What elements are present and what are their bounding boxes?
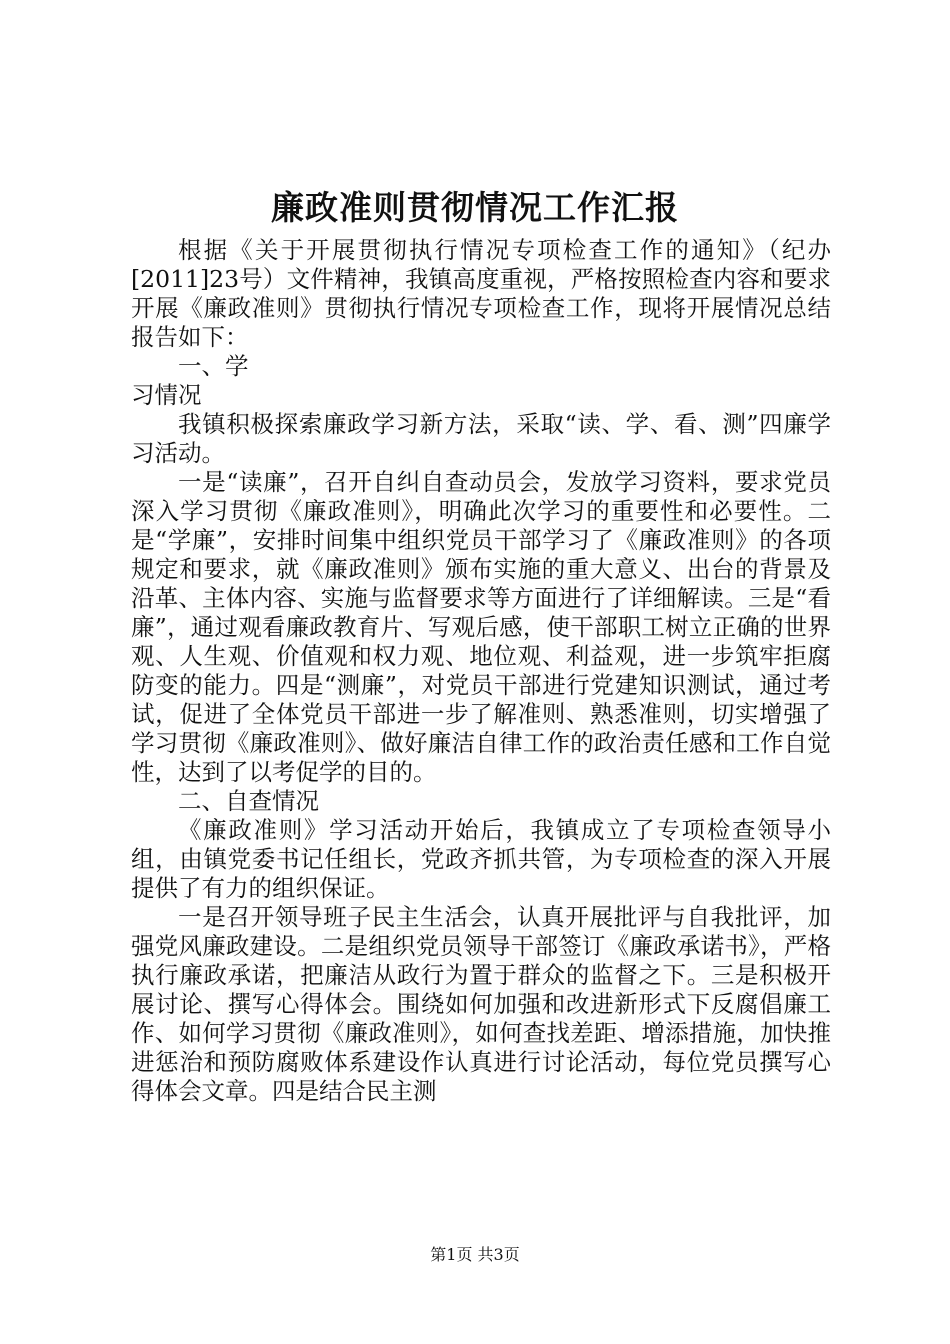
- document-body: [131, 236, 831, 1106]
- paragraph: 我镇积极探索廉政学习新方法，采取“读、学、看、测”四廉学习活动。: [131, 410, 831, 467]
- paragraph: 根据《关于开展贯彻执行情况专项检查工作的通知》（纪办[2011]23号）文件精神，我镇高度重视，严格按照检查内容和要求开展《廉政准则》贯彻执行情况专项检查工作，现将开展情况总结报告如下：: [131, 236, 831, 351]
- paragraph: 一是“读廉”，召开自纠自查动员会，发放学习资料，要求党员深入学习贯彻《廉政准则》，明确此次学习的重要性和必要性。二是“学廉”，安排时间集中组织党员干部学习了《廉政准则》的各项规定和要求，就《廉政准则》颁布实施的重大意义、出台的背景及沿革、主体内容、实施与监督要求等方面进行了详细解读。三是“看廉”，通过观看廉政教育片、写观后感，使干部职工树立正确的世界观、人生观、价值观和权力观、地位观、利益观，进一步筑牢拒腐防变的能力。四是“测廉”，对党员干部进行党建知识测试，通过考试，促进了全体党员干部进一步了解准则、熟悉准则，切实增强了学习贯彻《廉政准则》、做好廉洁自律工作的政治责任感和工作自觉性，达到了以考促学的目的。: [131, 468, 831, 786]
- document-title: 廉政准则贯彻情况工作汇报: [271, 188, 679, 227]
- page-footer: 第1页 共3页: [430, 1245, 520, 1264]
- section-heading: 一、学 习情况: [131, 352, 249, 409]
- paragraph: 一是召开领导班子民主生活会，认真开展批评与自我批评，加强党风廉政建设。二是组织党员领导干部签订《廉政承诺书》，严格执行廉政承诺，把廉洁从政行为置于群众的监督之下。三是积极开展讨论、撰写心得体会。围绕如何加强和改进新形式下反腐倡廉工作、如何学习贯彻《廉政准则》，如何查找差距、增添措施，加快推进惩治和预防腐败体系建设作认真进行讨论活动，每位党员撰写心得体会文章。四是结合民主测: [131, 903, 831, 1105]
- section-heading: 二、自查情况: [178, 787, 319, 815]
- paragraph: 《廉政准则》学习活动开始后，我镇成立了专项检查领导小组，由镇党委书记任组长，党政齐抓共管，为专项检查的深入开展提供了有力的组织保证。: [131, 816, 831, 902]
